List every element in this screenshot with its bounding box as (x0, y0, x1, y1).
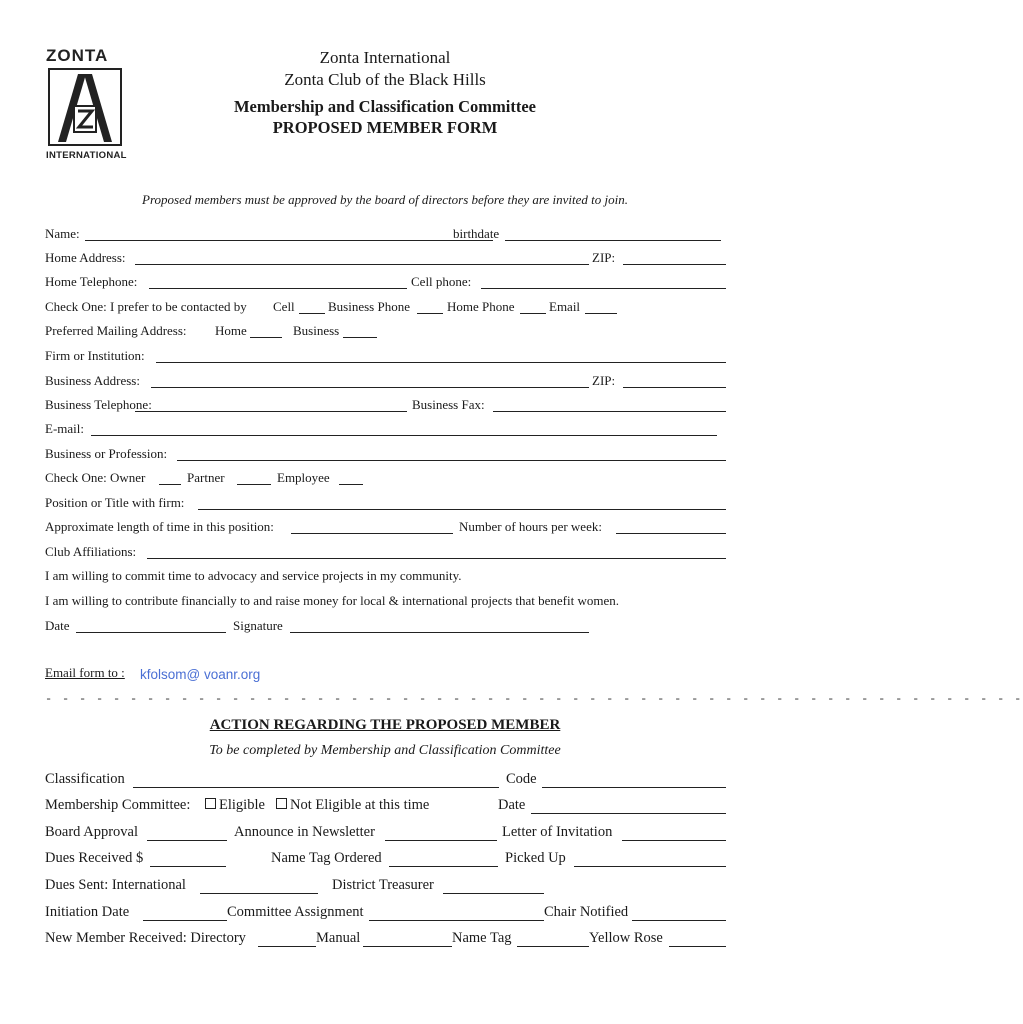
new-member-received-label: New Member Received: Directory (45, 930, 246, 946)
profession-label: Business or Profession: (45, 446, 168, 461)
name-tag-ordered-field[interactable] (389, 866, 498, 867)
name-field[interactable] (85, 240, 493, 241)
contact-preference-row (45, 299, 727, 317)
action-section-title: ACTION REGARDING THE PROPOSED MEMBER (209, 717, 561, 733)
membership-committee-label: Membership Committee: (45, 797, 191, 813)
role-partner-label: Partner (187, 470, 225, 485)
time-in-position-row (45, 519, 727, 537)
manual-field[interactable] (363, 946, 452, 947)
home-address-field[interactable] (135, 264, 589, 265)
email-form-label: Email form to : (45, 665, 125, 680)
length-field[interactable] (291, 533, 453, 534)
role-partner-blank[interactable] (237, 484, 271, 485)
business-zip-label: ZIP: (592, 373, 616, 388)
manual-label: Manual (316, 930, 361, 946)
initiation-date-label: Initiation Date (45, 904, 130, 920)
email-label: E-mail: (45, 421, 84, 436)
profession-row (45, 446, 727, 464)
initiation-date-field[interactable] (143, 920, 227, 921)
letter-field[interactable] (622, 840, 726, 841)
length-label: Approximate length of time in this position: (45, 519, 274, 534)
logo-bottom-text: INTERNATIONAL (46, 150, 127, 161)
board-approval-row (45, 824, 727, 842)
name-tag-label: Name Tag (452, 930, 512, 946)
not-eligible-option[interactable] (276, 797, 429, 814)
advocacy-text: I am willing to commit time to advocacy and service projects in my community. (45, 568, 462, 583)
committee-assignment-field[interactable] (369, 920, 544, 921)
not-eligible-label: Not Eligible at this time (290, 797, 430, 813)
committee-date-label: Date (498, 797, 526, 813)
business-telephone-row (45, 397, 727, 415)
firm-label: Firm or Institution: (45, 348, 145, 363)
position-row (45, 495, 727, 513)
membership-committee-row (45, 797, 727, 815)
contact-business-label: Business Phone (328, 299, 410, 314)
business-address-label: Business Address: (45, 373, 140, 388)
committee-name: Membership and Classification Committee (233, 97, 536, 116)
picked-up-label: Picked Up (505, 850, 566, 866)
role-employee-label: Employee (277, 470, 330, 485)
email-address-link[interactable]: kfolsom@ voanr.org (140, 667, 261, 682)
committee-assignment-label: Committee Assignment (227, 904, 364, 920)
announce-label: Announce in Newsletter (234, 824, 375, 840)
letter-label: Letter of Invitation (502, 824, 613, 840)
name-tag-ordered-label: Name Tag Ordered (271, 850, 382, 866)
business-address-row (45, 373, 727, 391)
date-field[interactable] (76, 632, 226, 633)
contact-email-label: Email (549, 299, 581, 314)
position-label: Position or Title with firm: (45, 495, 185, 510)
district-treasurer-field[interactable] (443, 893, 544, 894)
mailing-home-label: Home (215, 323, 247, 338)
email-field[interactable] (91, 435, 717, 436)
business-fax-label: Business Fax: (412, 397, 485, 412)
role-employee-blank[interactable] (339, 484, 363, 485)
zip-label: ZIP: (592, 250, 616, 265)
mailing-address-row (45, 323, 727, 341)
email-row (45, 421, 727, 439)
announce-field[interactable] (385, 840, 497, 841)
cell-phone-field[interactable] (481, 288, 726, 289)
chair-notified-field[interactable] (632, 920, 726, 921)
committee-date-field[interactable] (531, 813, 726, 814)
mailing-address-label: Preferred Mailing Address: (45, 323, 187, 338)
directory-field[interactable] (258, 946, 316, 947)
yellow-rose-field[interactable] (669, 946, 726, 947)
contact-home-blank[interactable] (520, 313, 546, 314)
board-approval-field[interactable] (147, 840, 227, 841)
role-owner-blank[interactable] (159, 484, 181, 485)
action-section-subtitle: To be completed by Membership and Classification Committee (209, 743, 561, 758)
dues-received-label: Dues Received $ (45, 850, 144, 866)
home-address-row (45, 250, 727, 268)
cut-divider: - - - - - - - - - - - - - - - - - - - - - - - - - - - - - - - - - - - - - - - - - - - - - - - - - - - - - - - - - - (45, 692, 1023, 706)
club-name: Zonta Club of the Black Hills (284, 70, 486, 89)
business-address-field[interactable] (151, 387, 589, 388)
name-tag-field[interactable] (517, 946, 589, 947)
mailing-business-blank[interactable] (343, 337, 377, 338)
dues-received-row (45, 850, 727, 868)
profession-field[interactable] (177, 460, 726, 461)
contact-home-label: Home Phone (447, 299, 515, 314)
contact-cell-blank[interactable] (299, 313, 325, 314)
approval-note: Proposed members must be approved by the board of directors before they are invited to join. (142, 192, 628, 207)
home-telephone-row (45, 274, 727, 292)
signature-label: Signature (233, 618, 283, 633)
cell-phone-label: Cell phone: (411, 274, 472, 289)
contribute-text: I am willing to contribute financially to and raise money for local & international projects that benefit women. (45, 593, 619, 608)
affiliations-row (45, 544, 727, 562)
contact-cell-label: Cell (273, 299, 295, 314)
dues-sent-label: Dues Sent: International (45, 877, 186, 893)
yellow-rose-label: Yellow Rose (589, 930, 663, 946)
advocacy-statement (45, 568, 727, 586)
home-telephone-field[interactable] (149, 288, 407, 289)
home-telephone-label: Home Telephone: (45, 274, 138, 289)
chair-notified-label: Chair Notified (544, 904, 629, 920)
mailing-home-blank[interactable] (250, 337, 282, 338)
contact-preference-label: Check One: I prefer to be contacted by (45, 299, 247, 314)
contact-business-blank[interactable] (417, 313, 443, 314)
business-zip-field[interactable] (623, 387, 726, 388)
new-member-received-row (45, 930, 727, 948)
business-fax-field[interactable] (493, 411, 726, 412)
classification-label: Classification (45, 771, 125, 787)
dues-sent-row (45, 877, 727, 895)
dues-received-field[interactable] (150, 866, 226, 867)
eligible-option[interactable] (205, 797, 265, 814)
district-treasurer-label: District Treasurer (332, 877, 434, 893)
hours-field[interactable] (616, 533, 726, 534)
code-field[interactable] (542, 787, 726, 788)
signature-field[interactable] (290, 632, 589, 633)
eligible-checkbox[interactable] (205, 798, 216, 809)
position-field[interactable] (198, 509, 726, 510)
business-telephone-field[interactable] (135, 411, 407, 412)
home-address-label: Home Address: (45, 250, 126, 265)
birthdate-field[interactable] (505, 240, 721, 241)
hours-label: Number of hours per week: (459, 519, 602, 534)
initiation-row (45, 904, 727, 922)
role-row (45, 470, 727, 488)
board-approval-label: Board Approval (45, 824, 139, 840)
eligible-label: Eligible (219, 797, 265, 813)
contact-email-blank[interactable] (585, 313, 617, 314)
zip-field[interactable] (623, 264, 726, 265)
picked-up-field[interactable] (574, 866, 726, 867)
date-signature-row (45, 618, 727, 636)
date-label: Date (45, 618, 70, 633)
role-owner-label: Check One: Owner (45, 470, 146, 485)
dues-sent-international-field[interactable] (200, 893, 318, 894)
business-telephone-label: Business Telephone: (45, 397, 152, 412)
contribute-statement (45, 593, 727, 611)
not-eligible-checkbox[interactable] (276, 798, 287, 809)
firm-field[interactable] (156, 362, 726, 363)
name-row (45, 226, 727, 244)
code-label: Code (506, 771, 537, 787)
form-title: PROPOSED MEMBER FORM (272, 118, 498, 137)
affiliations-label: Club Affiliations: (45, 544, 137, 559)
mailing-business-label: Business (293, 323, 340, 338)
classification-field[interactable] (133, 787, 499, 788)
org-name: Zonta International (319, 48, 451, 67)
firm-row (45, 348, 727, 366)
affiliations-field[interactable] (147, 558, 726, 559)
birthdate-label: birthdate (453, 226, 500, 241)
logo-top-text: ZONTA (46, 46, 109, 65)
classification-row (45, 771, 727, 789)
name-label: Name: (45, 226, 80, 241)
